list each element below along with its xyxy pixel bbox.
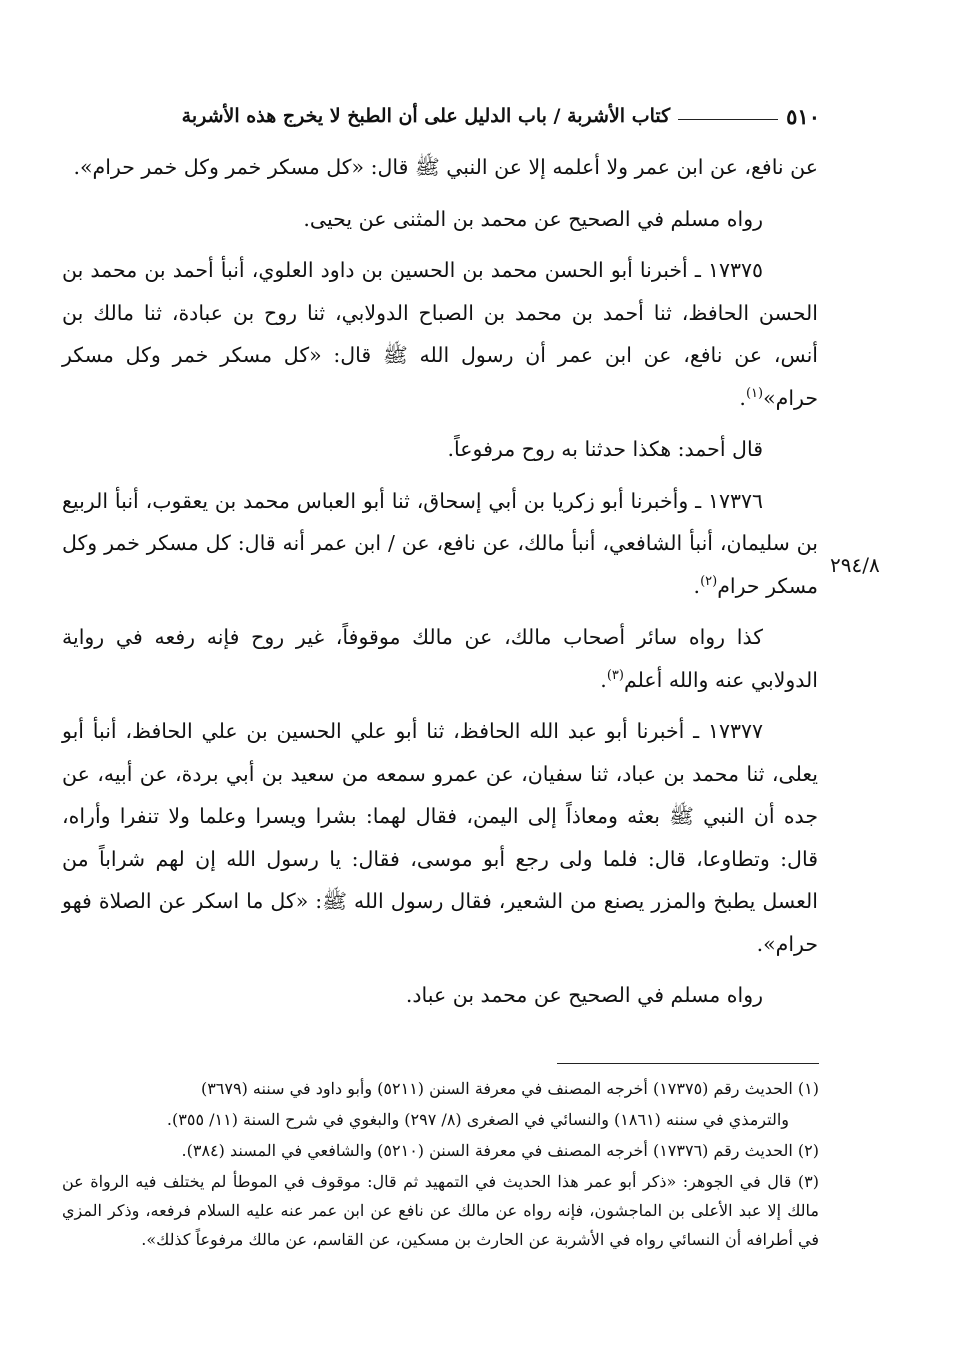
sentence-end: . bbox=[693, 573, 701, 598]
footnote-ref: (٣) bbox=[606, 667, 624, 683]
paragraph-text: ١٧٣٧٥ ـ أخبرنا أبو الحسن محمد بن الحسين بن داود العلوي، أنبأ أحمد بن محمد بن الحسن الحافظ، ثنا أحمد بن محمد بن الصباح الدولابي، ثنا روح بن عبادة، ثنا مالك بن أنس، عن نافع، عن ابن عمر أن رسول الله ﷺ قال: «كل مسكر خمر وكل مسكر حرام» bbox=[62, 258, 818, 410]
paragraph-text: رواه مسلم في الصحيح عن محمد بن عباد. bbox=[405, 983, 763, 1007]
paragraph bbox=[62, 710, 818, 965]
paragraph-text: ١٧٣٧٧ ـ أخبرنا أبو عبد الله الحافظ، ثنا أبو علي الحسين بن علي الحافظ، أنبأ أبو يعلى، ثنا محمد بن عباد، ثنا سفيان، عن عمرو سمعه من سعيد بن أبي بردة، عن أبيه، عن جده أن النبي ﷺ بعثه ومعاذاً إلى اليمن، فقال لهما: بشرا ويسرا وعلما ولا تنفرا وأراه، قال: وتطاوعا، قال: فلما ولى رجع أبو موسى، فقال: يا رسول الله إن لهم شراباً من العسل يطبخ والمزر يصنع من الشعير، فقال رسول الله ﷺ: «كل ما اسكر عن الصلاة فهو حرام». bbox=[62, 719, 818, 956]
sentence-end: . bbox=[600, 667, 607, 692]
paragraph-text: كذا رواه سائر أصحاب مالك، عن مالك موقوفاً، غير روح فإنه رفعه في رواية الدولابي عنه والله أعلم bbox=[62, 625, 818, 692]
sentence-end: . bbox=[739, 385, 746, 410]
paragraph bbox=[62, 974, 818, 1017]
paragraph-text: رواه مسلم في الصحيح عن محمد بن المثنى عن يحيى. bbox=[303, 206, 763, 231]
footnote: (٢) الحديث رقم (١٧٣٧٦) أخرجه المصنف في معرفة السنن (٥٢١٠) والشافعي في المسند (٣٨٤). bbox=[181, 1141, 819, 1160]
paragraph bbox=[62, 616, 818, 701]
paragraph bbox=[62, 198, 818, 241]
paragraph bbox=[62, 480, 818, 608]
paragraph-text: عن نافع، عن ابن عمر ولا أعلمه إلا عن النبي ﷺ قال: «كل مسكر خمر وكل خمر حرام». bbox=[73, 155, 818, 179]
paragraph-text: ١٧٣٧٦ ـ وأخبرنا أبو زكريا بن أبي إسحاق، ثنا أبو العباس محمد بن يعقوب، أنبأ الربيع بن سليمان، أنبأ الشافعي، أنبأ مالك، عن نافع، عن / ابن عمر أنه قال: كل مسكر خمر وكل مسكر حرام bbox=[62, 488, 818, 598]
footnote: (٣) قال في الجوهر: «ذكر أبو عمر هذا الحديث في التمهيد ثم قال: موقوف في الموطأ لم يختلف فيه الرواة عن مالك إلا عبد الأعلى بن الماجشون، فإنه رواه عن مالك عن نافع عن ابن عمر عنه عليه السلام فرفعه، وذكر المزي في أطرافه أن النسائي رواه في الأشربة عن الحارث بن مسكين، عن القاسم، عن مالك مرفوعاً كذلك». bbox=[62, 1172, 820, 1249]
running-header bbox=[62, 98, 820, 134]
footnote-separator bbox=[557, 1063, 819, 1064]
footnote-continuation: والترمذي في سننه (١٨٦١) والنسائي في الصغرى (٨/ ٢٩٧) والبغوي في شرح السنة (١١/ ٣٥٥). bbox=[166, 1110, 789, 1129]
paragraph bbox=[62, 428, 818, 471]
main-text bbox=[62, 146, 818, 1026]
footnotes bbox=[62, 1074, 819, 1256]
paragraph bbox=[62, 249, 818, 419]
footnote-ref: (٢) bbox=[700, 573, 718, 589]
header-rule bbox=[678, 119, 778, 120]
footnote: (١) الحديث رقم (١٧٣٧٥) أخرجه المصنف في معرفة السنن (٥٢١١) وأبو داود في سننه (٣٦٧٩) bbox=[200, 1079, 819, 1098]
footnote-ref: (١) bbox=[745, 385, 764, 401]
header-title: كتاب الأشربة / باب الدليل على أن الطبخ لا يخرج هذه الأشربة bbox=[181, 105, 671, 127]
margin-page-reference: ٢٩٤/٨ bbox=[830, 553, 880, 577]
paragraph bbox=[62, 146, 818, 189]
paragraph-text: قال أحمد: هكذا حدثنا به روح مرفوعاً. bbox=[447, 437, 763, 461]
page-number: ٥١٠ bbox=[786, 103, 820, 129]
